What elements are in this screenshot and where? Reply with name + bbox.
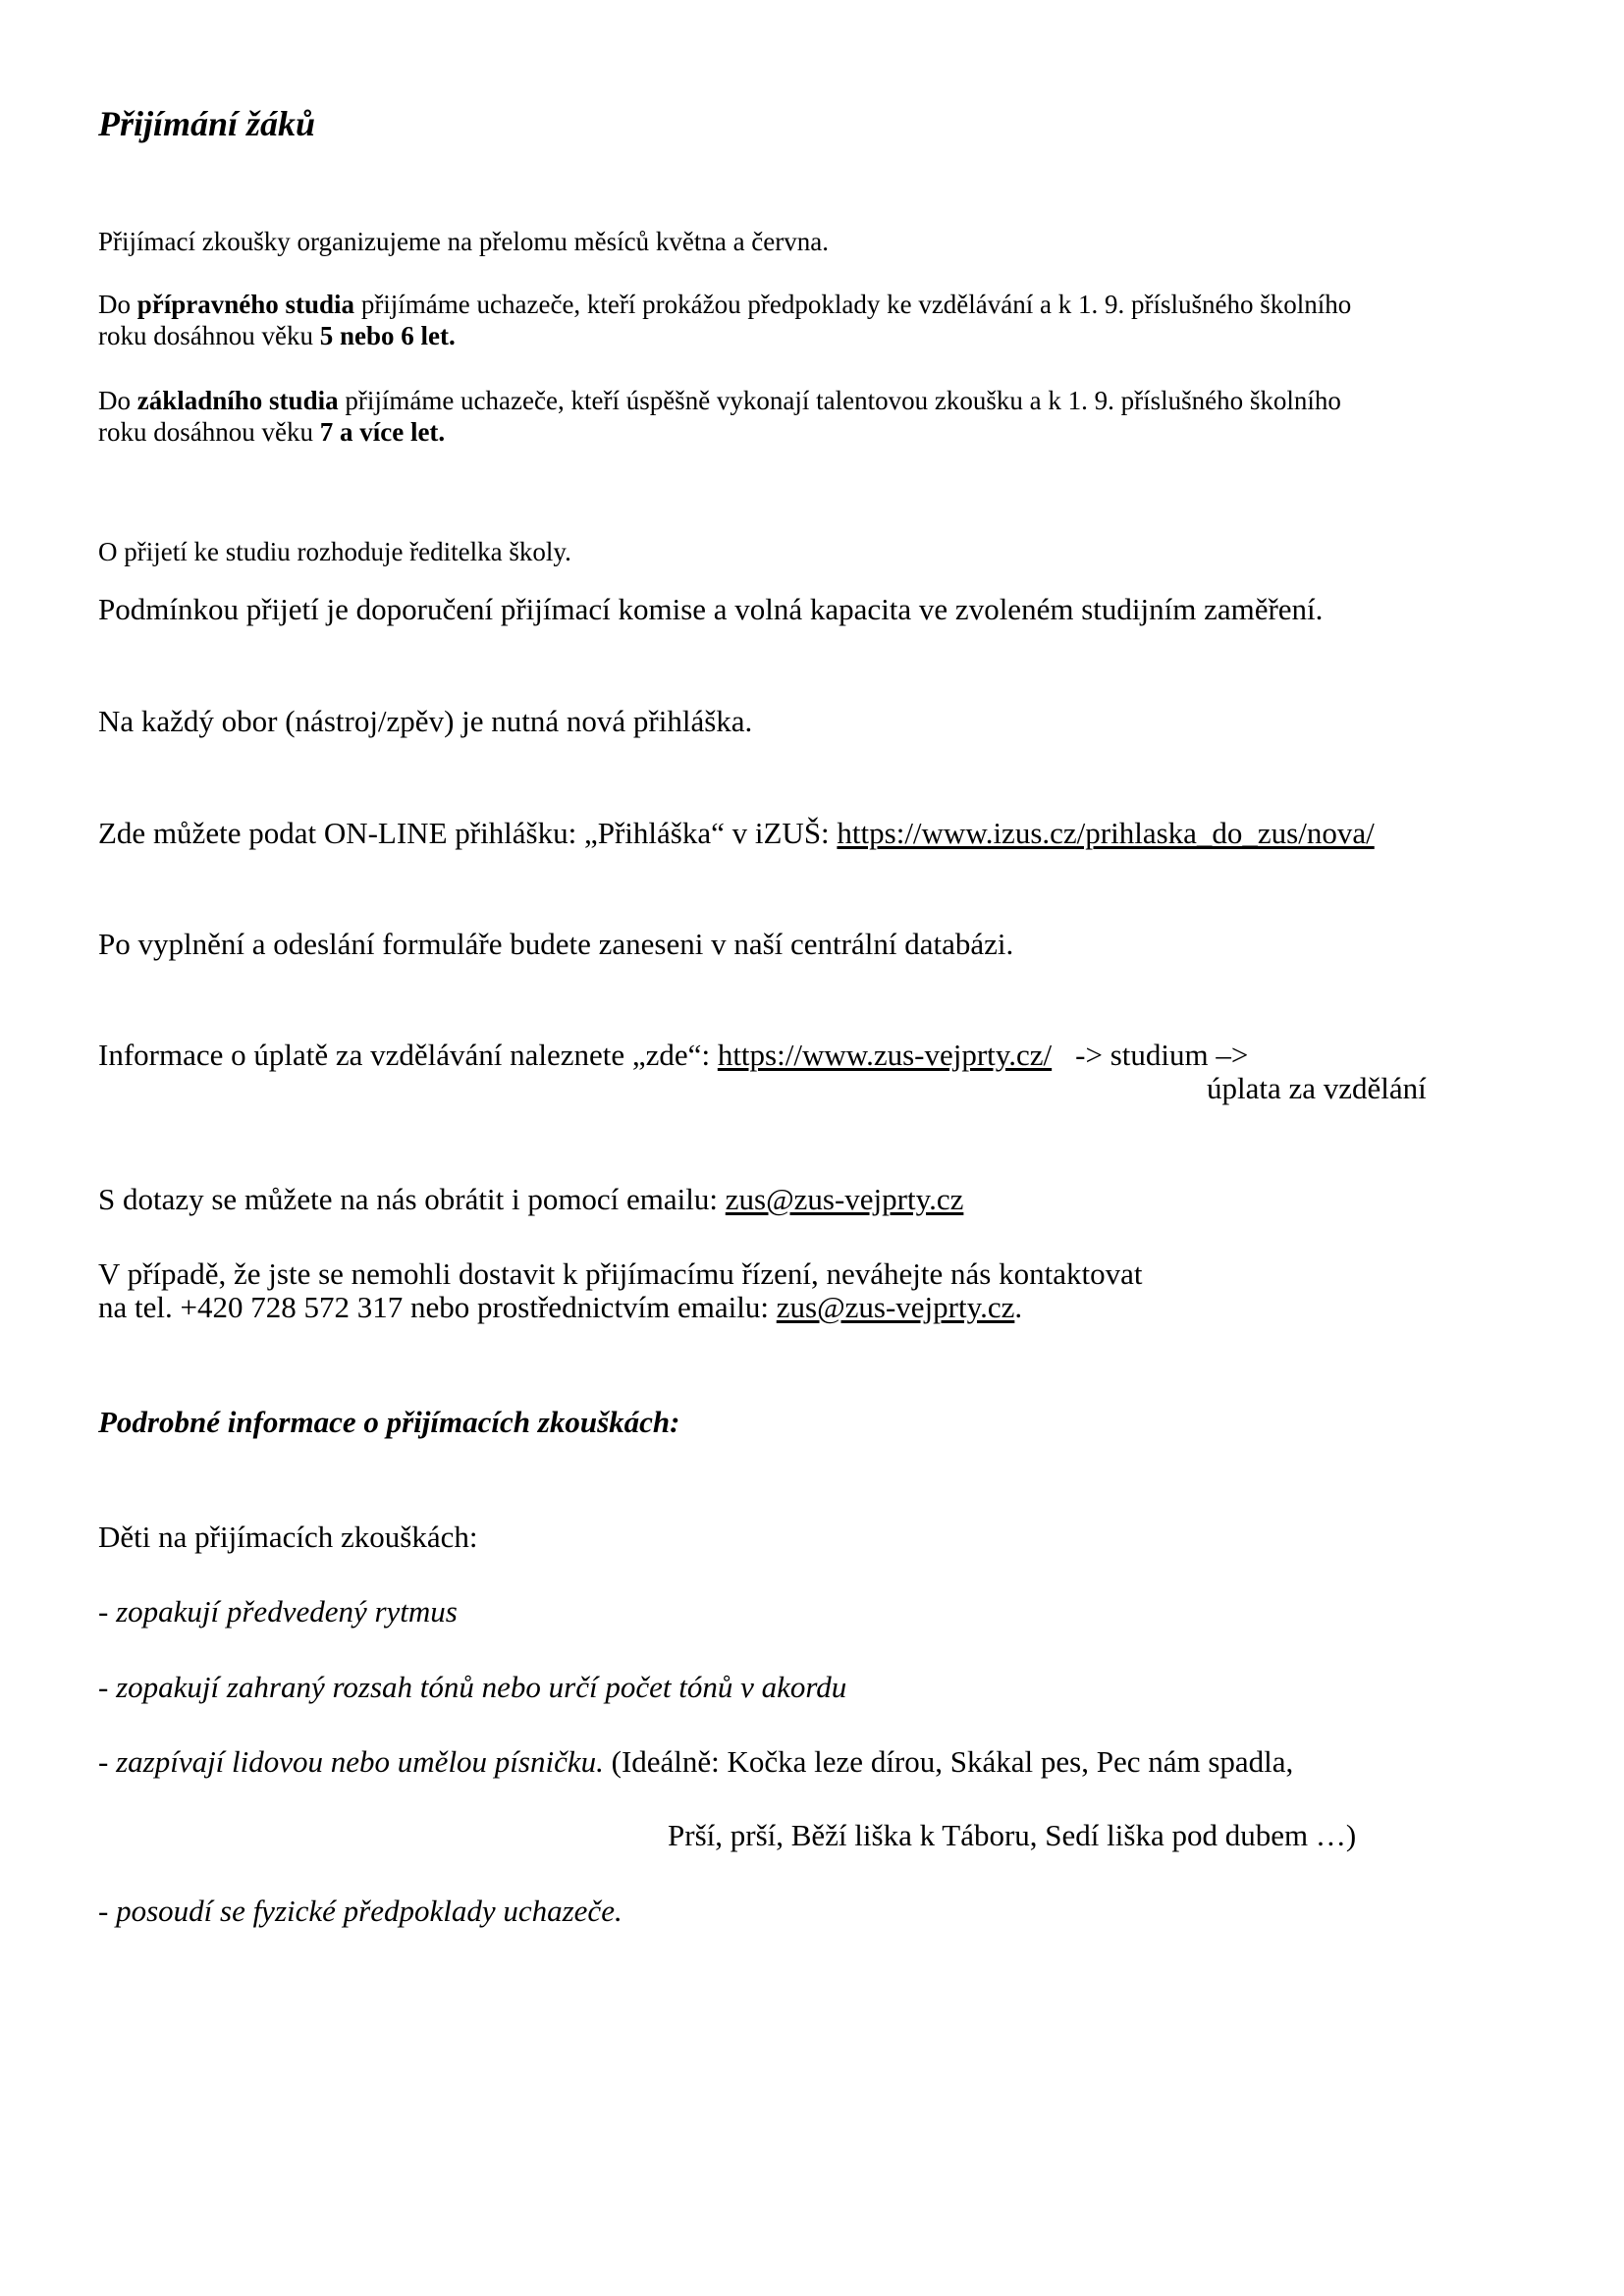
online-application-line bbox=[98, 816, 1375, 851]
song-examples-2: Prší, prší, Běží liška k Táboru, Sedí liška pod dubem …) bbox=[668, 1818, 1357, 1852]
online-text: Zde můžete podat ON-LINE přihlášku: „Přihláška“ v iZUŠ: bbox=[98, 816, 838, 850]
fees-path-continuation: úplata za vzdělání bbox=[1207, 1071, 1427, 1105]
absent-email-link[interactable]: zus@zus-vejprty.cz bbox=[776, 1290, 1015, 1324]
absent-end: . bbox=[1014, 1290, 1023, 1324]
list-item-song bbox=[98, 1744, 1293, 1780]
exam-details-subtitle: Podrobné informace o přijímacích zkouškách: bbox=[98, 1405, 680, 1439]
each-field-paragraph: Na každý obor (nástroj/zpěv) je nutná nová přihláška. bbox=[98, 704, 753, 738]
basic-age-text: roku dosáhnou věku bbox=[98, 417, 320, 447]
list-item-physical: - posoudí se fyzické předpoklady uchazeče. bbox=[98, 1894, 623, 1928]
fees-path: -> studium –> bbox=[1075, 1038, 1249, 1072]
decision-paragraph: O přijetí ke studiu rozhoduje ředitelka školy. bbox=[98, 537, 571, 566]
basic-study-line-1 bbox=[98, 385, 1341, 416]
prep-study-line-1 bbox=[98, 289, 1351, 320]
song-examples-1: (Ideálně: Kočka leze dírou, Skákal pes, Pec nám spadla, bbox=[603, 1744, 1294, 1779]
izus-application-link[interactable]: https://www.izus.cz/prihlaska_do_zus/nova/ bbox=[837, 816, 1375, 850]
absent-line-1: V případě, že jste se nemohli dostavit k přijímacímu řízení, neváhejte nás kontaktovat bbox=[98, 1256, 1143, 1291]
prep-study-term: přípravného studia bbox=[136, 290, 355, 319]
basic-study-term: základního studia bbox=[136, 386, 339, 415]
fees-text: Informace o úplatě za vzdělávání naleznete „zde“: bbox=[98, 1038, 718, 1072]
prep-prefix: Do bbox=[98, 290, 137, 319]
questions-line bbox=[98, 1182, 963, 1217]
prep-age-text: roku dosáhnou věku bbox=[98, 321, 320, 350]
after-submit-paragraph: Po vyplnění a odeslání formuláře budete zaneseni v naší centrální databázi. bbox=[98, 927, 1014, 961]
condition-paragraph: Podmínkou přijetí je doporučení přijímací komise a volná kapacita ve zvoleném studijním zaměření. bbox=[98, 592, 1324, 626]
questions-text: S dotazy se můžete na nás obrátit i pomocí emailu: bbox=[98, 1182, 726, 1216]
page-title: Přijímání žáků bbox=[98, 104, 316, 143]
list-item-tones: - zopakují zahraný rozsah tónů nebo určí počet tónů v akordu bbox=[98, 1670, 847, 1704]
prep-age-value: 5 nebo 6 let. bbox=[319, 321, 456, 350]
list-item-rhythm: - zopakují předvedený rytmus bbox=[98, 1594, 458, 1629]
song-item-text: - zazpívají lidovou nebo umělou písničku. bbox=[98, 1744, 604, 1779]
basic-prefix: Do bbox=[98, 386, 137, 415]
contact-email-link[interactable]: zus@zus-vejprty.cz bbox=[725, 1182, 964, 1216]
basic-text: přijímáme uchazeče, kteří úspěšně vykonají talentovou zkoušku a k 1. 9. příslušného školního bbox=[338, 386, 1341, 415]
absent-line-2 bbox=[98, 1290, 1022, 1325]
fees-line bbox=[98, 1038, 1248, 1073]
basic-age-value: 7 a více let. bbox=[319, 417, 446, 447]
intro-paragraph: Přijímací zkoušky organizujeme na přelomu měsíců května a června. bbox=[98, 227, 830, 256]
children-intro: Děti na přijímacích zkouškách: bbox=[98, 1520, 478, 1554]
prep-text: přijímáme uchazeče, kteří prokážou předpoklady ke vzdělávání a k 1. 9. příslušného školního bbox=[354, 290, 1352, 319]
prep-study-line-2 bbox=[98, 320, 456, 351]
basic-study-line-2 bbox=[98, 416, 445, 448]
absent-text: na tel. +420 728 572 317 nebo prostřednictvím emailu: bbox=[98, 1290, 777, 1324]
school-website-link[interactable]: https://www.zus-vejprty.cz/ bbox=[717, 1038, 1053, 1072]
